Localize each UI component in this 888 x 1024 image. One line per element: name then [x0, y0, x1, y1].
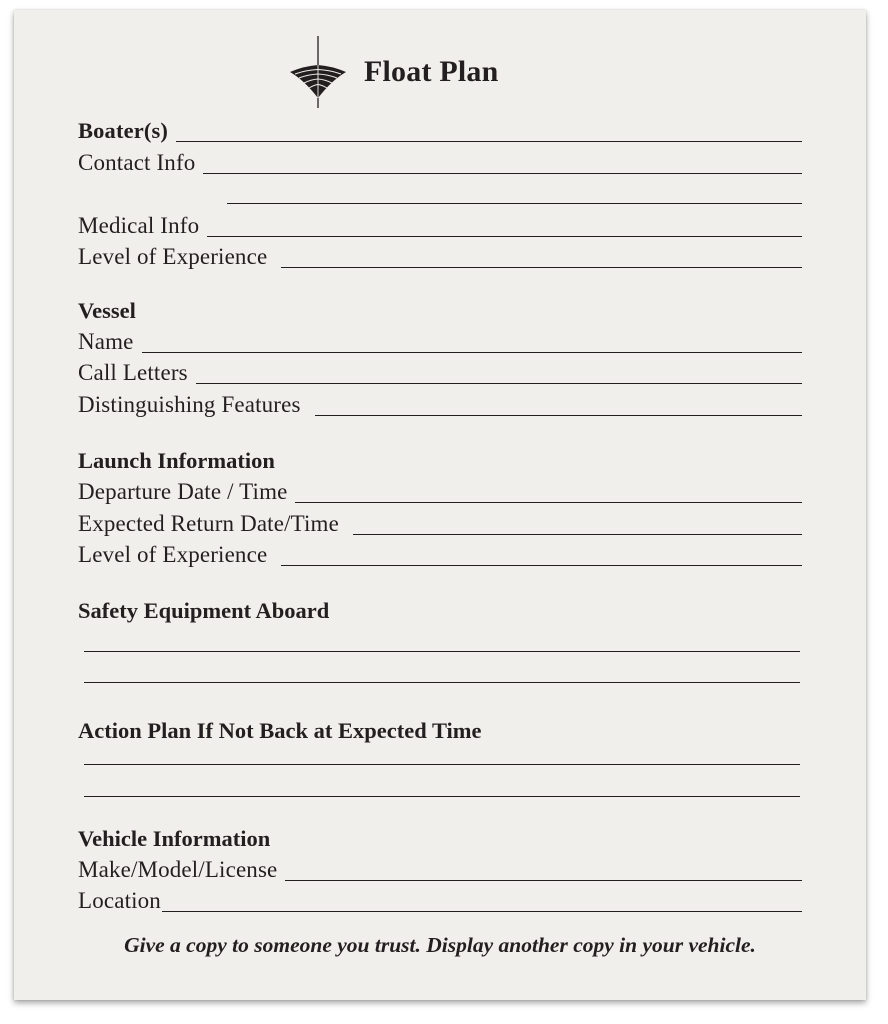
make-model-label: Make/Model/License [78, 857, 278, 882]
boaters-label: Boater(s) [78, 118, 169, 143]
vessel-name-row [78, 327, 802, 357]
float-plan-card [14, 10, 866, 1000]
make-model-row [78, 855, 802, 885]
launch-experience-label: Level of Experience [78, 542, 268, 567]
return-input-line[interactable] [353, 533, 802, 535]
boater-experience-label: Level of Experience [78, 244, 268, 269]
launch-experience-input-line[interactable] [281, 564, 802, 566]
make-model-input-line[interactable] [285, 879, 802, 881]
call-letters-row [78, 358, 802, 388]
features-label: Distinguishing Features [78, 392, 301, 417]
vessel-heading: Vessel [78, 298, 136, 323]
boater-experience-input-line[interactable] [281, 266, 802, 268]
medical-info-label: Medical Info [78, 213, 200, 238]
boaters-row [78, 116, 802, 146]
features-input-line[interactable] [315, 414, 802, 416]
vehicle-location-label: Location [78, 888, 161, 913]
action-plan-heading: Action Plan If Not Back at Expected Time [78, 718, 482, 743]
vessel-name-label: Name [78, 329, 134, 354]
departure-input-line[interactable] [295, 501, 802, 503]
boater-experience-row [78, 242, 802, 272]
form-header [286, 36, 499, 108]
call-letters-label: Call Letters [78, 360, 188, 385]
vehicle-heading: Vehicle Information [78, 826, 271, 851]
contact-info-input-line[interactable] [203, 172, 802, 174]
return-row [78, 509, 802, 539]
launch-experience-row [78, 540, 802, 570]
departure-row [78, 477, 802, 507]
launch-heading: Launch Information [78, 448, 275, 473]
departure-label: Departure Date / Time [78, 479, 288, 504]
safety-input-line-1[interactable] [84, 651, 800, 652]
boaters-input-line[interactable] [176, 140, 802, 142]
return-label: Expected Return Date/Time [78, 511, 339, 536]
medical-info-row [78, 211, 802, 241]
safety-heading: Safety Equipment Aboard [78, 598, 330, 623]
contact-info-label: Contact Info [78, 150, 196, 175]
action-plan-input-line-1[interactable] [84, 764, 800, 765]
safety-input-line-2[interactable] [84, 682, 800, 683]
medical-info-input-line[interactable] [207, 235, 802, 237]
footer-note: Give a copy to someone you trust. Display another copy in your vehicle. [124, 933, 756, 957]
vehicle-location-input-line[interactable] [162, 910, 802, 912]
contact-info-row [78, 148, 802, 178]
vehicle-location-row [78, 886, 802, 916]
boat-hull-icon [286, 36, 350, 108]
vessel-name-input-line[interactable] [142, 351, 802, 353]
action-plan-input-line-2[interactable] [84, 796, 800, 797]
contact-info-extra-line[interactable] [227, 203, 802, 204]
call-letters-input-line[interactable] [196, 382, 802, 384]
features-row [78, 390, 802, 420]
page-title: Float Plan [364, 55, 499, 88]
